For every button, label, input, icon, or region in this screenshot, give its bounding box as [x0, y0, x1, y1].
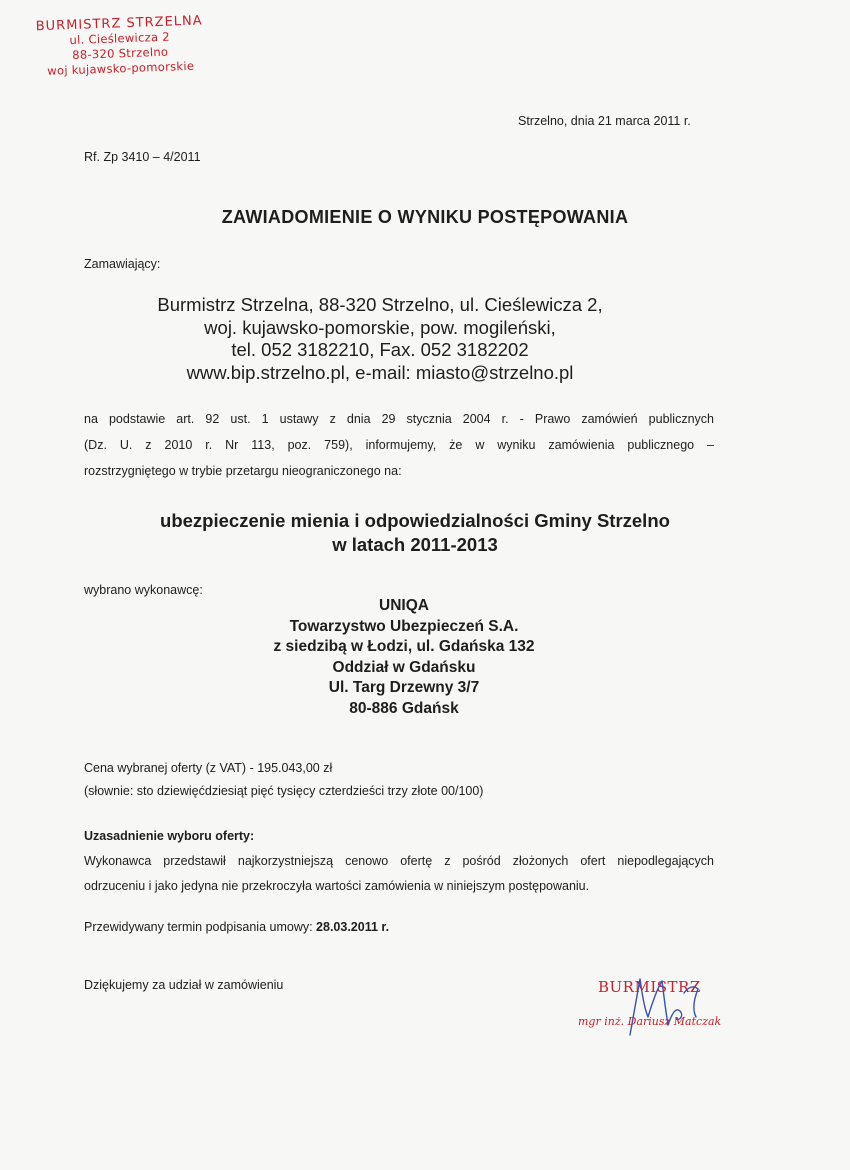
handwritten-signature-icon [610, 973, 720, 1043]
office-stamp [14, 13, 226, 80]
contractor-label: wybrano wykonawcę: [84, 583, 203, 597]
reference-number: Rf. Zp 3410 – 4/2011 [84, 150, 201, 164]
contractor-line: Oddział w Gdańsku [332, 658, 476, 676]
stamp-line-4: woj kujawsko-pomorskie [47, 58, 195, 78]
client-label: Zamawiający: [84, 257, 161, 271]
subject-line: w latach 2011-2013 [332, 534, 498, 555]
signing-date: 28.03.2011 r. [316, 920, 390, 934]
justification-paragraph [84, 849, 714, 899]
paragraph-line: odrzuceniu i jako jedyna nie przekroczyła wartości zamówienia w niniejszym postępowaniu. [84, 879, 590, 893]
stamp-line-2: ul. Cieślewicza 2 [69, 29, 171, 48]
offer-price-words: (słownie: sto dziewięćdziesiąt pięć tysięcy czterdzieści trzy złote 00/100) [84, 784, 484, 798]
address-line: www.bip.strzelno.pl, e-mail: miasto@strzelno.pl [186, 361, 574, 383]
signature-title: BURMISTRZ [598, 978, 701, 996]
contract-subject [0, 509, 830, 557]
contractor-line: 80-886 Gdańsk [349, 699, 459, 717]
address-line: tel. 052 3182210, Fax. 052 3182202 [231, 339, 529, 360]
legal-basis-paragraph [84, 406, 714, 484]
contractor-line: Ul. Targ Drzewny 3/7 [328, 679, 480, 696]
contractor-line: Towarzystwo Ubezpieczeń S.A. [289, 617, 519, 635]
thanks-note: Dziękujemy za udział w zamówieniu [84, 978, 284, 992]
offer-price: Cena wybranej oferty (z VAT) - 195.043,00 zł [84, 761, 333, 775]
signing-label: Przewidywany termin podpisania umowy: [84, 920, 317, 934]
paragraph-line: (Dz. U. z 2010 r. Nr 113, poz. 759), informujemy, że w wyniku zamówienia publicznego – [84, 438, 714, 452]
document-title: ZAWIADOMIENIE O WYNIKU POSTĘPOWANIA [221, 207, 629, 227]
signing-date-line [84, 920, 389, 934]
stamp-line-3: 88-320 Strzelno [71, 44, 169, 62]
address-line: woj. kujawsko-pomorskie, pow. mogileński, [204, 316, 556, 338]
document-date: Strzelno, dnia 21 marca 2011 r. [518, 114, 691, 128]
paragraph-line: rozstrzygniętego w trybie przetargu nieograniczonego na: [84, 464, 402, 478]
signature-name: mgr inż. Dariusz Matczak [578, 1015, 722, 1028]
contractor-line: UNIQA [379, 597, 429, 614]
subject-line: ubezpieczenie mienia i odpowiedzialności Gminy Strzelno [160, 510, 670, 531]
contractor-details [0, 596, 808, 719]
address-line: Burmistrz Strzelna, 88-320 Strzelno, ul. Cieślewicza 2, [157, 294, 603, 315]
stamp-line-1: BURMISTRZ STRZELNA [35, 13, 203, 35]
client-address [0, 294, 760, 384]
paragraph-line: na podstawie art. 92 ust. 1 ustawy z dnia 29 stycznia 2004 r. - Prawo zamówień publicznych [84, 412, 714, 426]
justification-heading: Uzasadnienie wyboru oferty: [84, 829, 255, 843]
contractor-line: z siedzibą w Łodzi, ul. Gdańska 132 [273, 638, 535, 655]
paragraph-line: Wykonawca przedstawił najkorzystniejszą cenowo ofertę z pośród złożonych ofert niepodlegających [84, 854, 714, 868]
